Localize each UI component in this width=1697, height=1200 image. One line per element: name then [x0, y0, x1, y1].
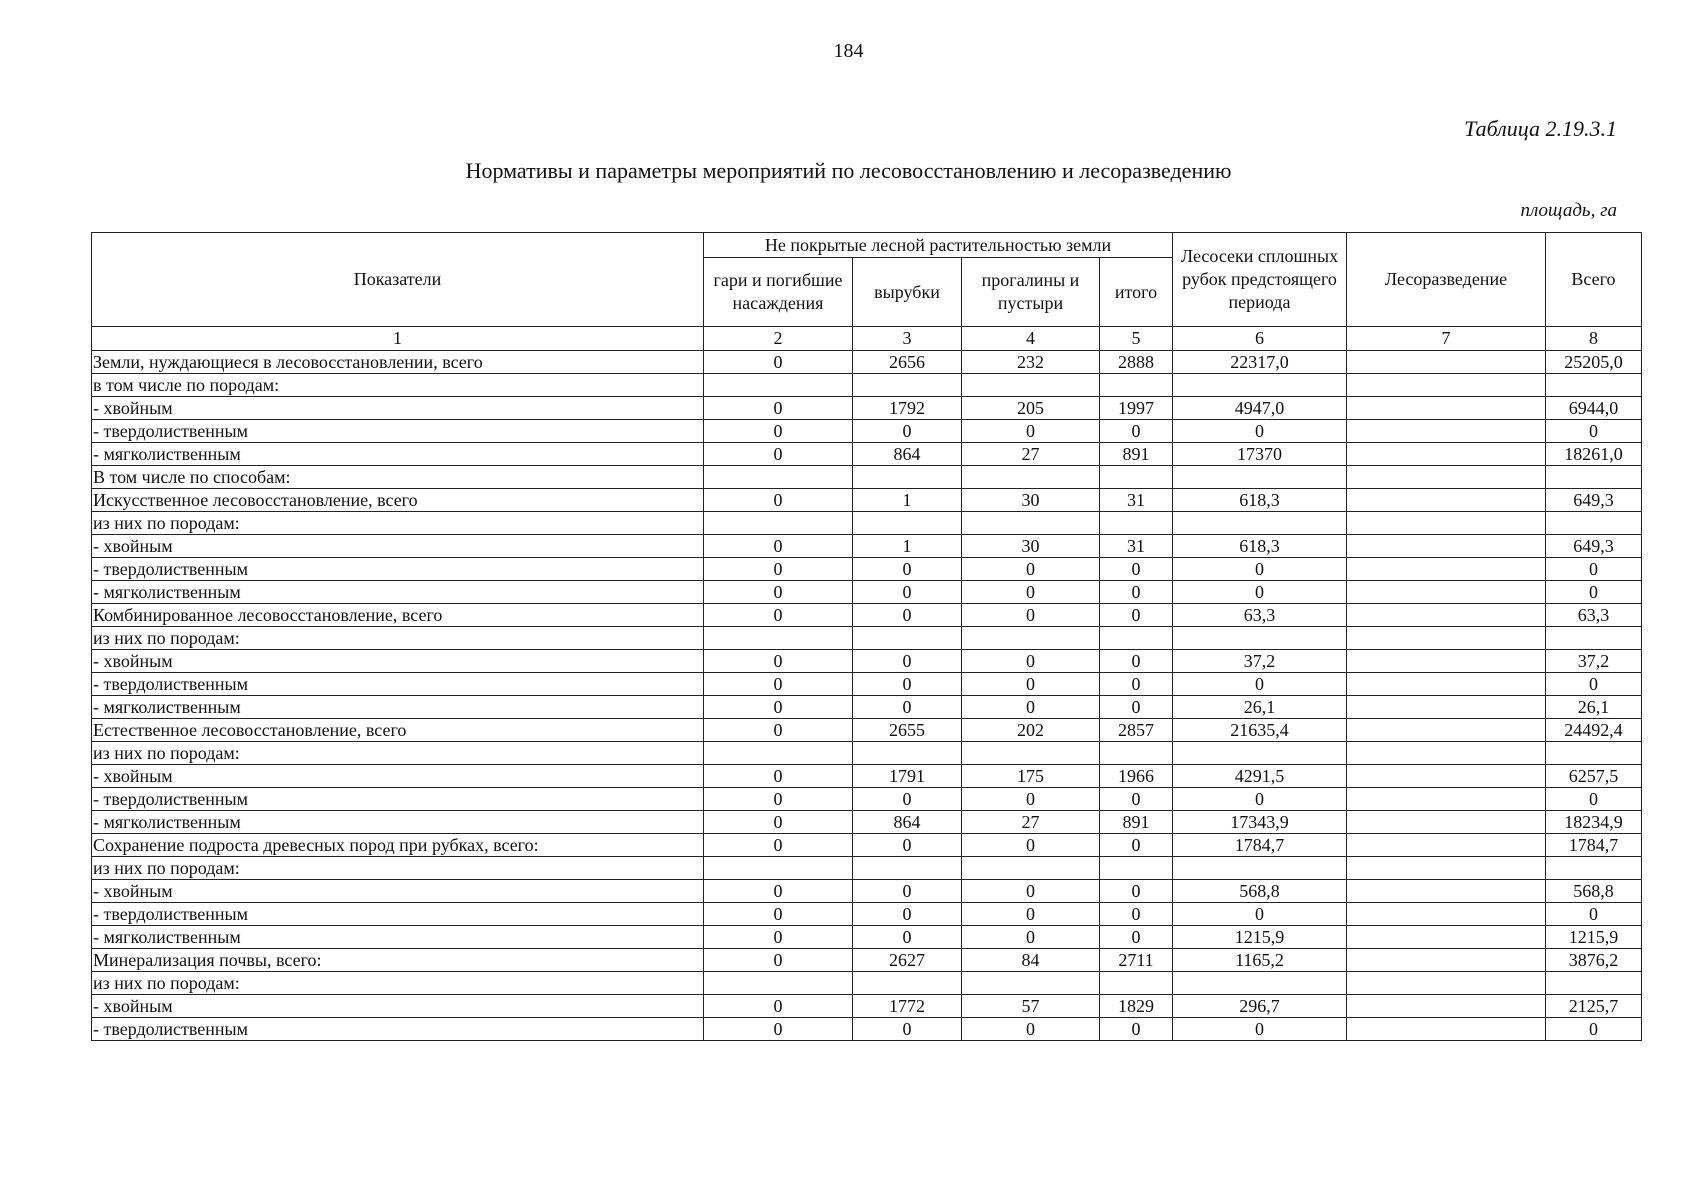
cell-value: [704, 857, 853, 880]
table-row: [92, 834, 1642, 857]
row-label: из них по породам:: [92, 742, 704, 765]
cell-value: 0: [1100, 788, 1173, 811]
header-grand-total: Всего: [1546, 233, 1642, 327]
cell-value: [1347, 995, 1546, 1018]
cell-value: 1: [853, 535, 962, 558]
cell-value: [1347, 397, 1546, 420]
row-label: из них по породам:: [92, 972, 704, 995]
cell-value: 0: [1100, 604, 1173, 627]
table-row: [92, 351, 1642, 374]
cell-value: 0: [704, 811, 853, 834]
cell-value: 0: [853, 650, 962, 673]
cell-value: [1173, 512, 1347, 535]
cell-value: 4291,5: [1173, 765, 1347, 788]
cell-value: [853, 972, 962, 995]
cell-value: [1100, 374, 1173, 397]
table-row: [92, 696, 1642, 719]
cell-value: 6257,5: [1546, 765, 1642, 788]
cell-value: 649,3: [1546, 489, 1642, 512]
column-number: 4: [962, 327, 1100, 351]
cell-value: [1100, 742, 1173, 765]
cell-value: [1347, 811, 1546, 834]
row-label: - твердолиственным: [92, 903, 704, 926]
row-label: - твердолиственным: [92, 420, 704, 443]
cell-value: [1100, 512, 1173, 535]
cell-value: [1347, 972, 1546, 995]
column-number: 7: [1347, 327, 1546, 351]
table-row: [92, 857, 1642, 880]
table-id: Таблица 2.19.3.1: [1464, 116, 1617, 141]
page-number: 184: [833, 40, 864, 62]
row-label: из них по породам:: [92, 512, 704, 535]
cell-value: [1347, 742, 1546, 765]
cell-value: 1784,7: [1546, 834, 1642, 857]
cell-value: 0: [962, 696, 1100, 719]
cell-value: 0: [853, 1018, 962, 1041]
cell-value: [1347, 351, 1546, 374]
row-label: - хвойным: [92, 995, 704, 1018]
cell-value: 0: [1100, 650, 1173, 673]
table-row: [92, 581, 1642, 604]
cell-value: 0: [853, 834, 962, 857]
cell-value: [1347, 834, 1546, 857]
cell-value: 649,3: [1546, 535, 1642, 558]
table-row: [92, 903, 1642, 926]
cell-value: [853, 627, 962, 650]
data-table: [91, 232, 1642, 1041]
cell-value: 891: [1100, 811, 1173, 834]
header-total-group: итого: [1100, 258, 1173, 327]
cell-value: 205: [962, 397, 1100, 420]
cell-value: [1347, 604, 1546, 627]
cell-value: 22317,0: [1173, 351, 1347, 374]
cell-value: 0: [704, 650, 853, 673]
cell-value: 568,8: [1173, 880, 1347, 903]
cell-value: 0: [704, 903, 853, 926]
cell-value: 0: [1173, 1018, 1347, 1041]
cell-value: 0: [962, 1018, 1100, 1041]
cell-value: [1173, 627, 1347, 650]
cell-value: 1792: [853, 397, 962, 420]
cell-value: 0: [853, 903, 962, 926]
row-label: - мягколиственным: [92, 926, 704, 949]
cell-value: 618,3: [1173, 535, 1347, 558]
cell-value: 0: [1546, 673, 1642, 696]
cell-value: [1173, 857, 1347, 880]
cell-value: 0: [1173, 788, 1347, 811]
cell-value: 0: [962, 926, 1100, 949]
cell-value: [1347, 857, 1546, 880]
table-title: Нормативы и параметры мероприятий по лесовосстановлению и лесоразведению: [465, 158, 1232, 183]
cell-value: 0: [962, 673, 1100, 696]
cell-value: 0: [962, 420, 1100, 443]
cell-value: 1829: [1100, 995, 1173, 1018]
cell-value: [1347, 489, 1546, 512]
cell-value: 0: [704, 765, 853, 788]
cell-value: 0: [1100, 880, 1173, 903]
cell-value: [1173, 466, 1347, 489]
column-number-row: [92, 327, 1642, 351]
cell-value: 2125,7: [1546, 995, 1642, 1018]
row-label: - хвойным: [92, 535, 704, 558]
cell-value: 0: [1546, 420, 1642, 443]
cell-value: 0: [1100, 834, 1173, 857]
cell-value: 0: [962, 581, 1100, 604]
table-row: [92, 489, 1642, 512]
cell-value: [962, 512, 1100, 535]
cell-value: 2888: [1100, 351, 1173, 374]
table-row: [92, 627, 1642, 650]
cell-value: [1347, 949, 1546, 972]
cell-value: 0: [1546, 581, 1642, 604]
table-row: [92, 466, 1642, 489]
cell-value: 0: [704, 604, 853, 627]
cell-value: 0: [853, 696, 962, 719]
cell-value: [1173, 374, 1347, 397]
table-row: [92, 742, 1642, 765]
cell-value: [1100, 466, 1173, 489]
header-afforestation: Лесоразведение: [1347, 233, 1546, 327]
cell-value: 1215,9: [1546, 926, 1642, 949]
row-label: В том числе по способам:: [92, 466, 704, 489]
cell-value: [1100, 972, 1173, 995]
cell-value: 0: [704, 719, 853, 742]
cell-value: 0: [1173, 581, 1347, 604]
cell-value: 1: [853, 489, 962, 512]
cell-value: 0: [704, 1018, 853, 1041]
table-body: [92, 351, 1642, 1041]
header-indicators: Показатели: [92, 233, 704, 327]
cell-value: 864: [853, 811, 962, 834]
cell-value: [1347, 765, 1546, 788]
cell-value: [1347, 466, 1546, 489]
row-label: - мягколиственным: [92, 581, 704, 604]
cell-value: 0: [1546, 1018, 1642, 1041]
cell-value: [1546, 972, 1642, 995]
cell-value: [962, 742, 1100, 765]
cell-value: 0: [853, 673, 962, 696]
row-label: Сохранение подроста древесных пород при рубках, всего:: [92, 834, 704, 857]
cell-value: 0: [1100, 696, 1173, 719]
cell-value: 21635,4: [1173, 719, 1347, 742]
row-label: - мягколиственным: [92, 443, 704, 466]
cell-value: 0: [704, 949, 853, 972]
header-cuttings: вырубки: [853, 258, 962, 327]
cell-value: [704, 466, 853, 489]
table-row: [92, 926, 1642, 949]
cell-value: 18261,0: [1546, 443, 1642, 466]
cell-value: 17343,9: [1173, 811, 1347, 834]
cell-value: [1100, 857, 1173, 880]
cell-value: [704, 512, 853, 535]
header-burned: гари и погибшие насаждения: [704, 258, 853, 327]
cell-value: [1546, 627, 1642, 650]
cell-value: 30: [962, 535, 1100, 558]
cell-value: [1546, 857, 1642, 880]
row-label: в том числе по породам:: [92, 374, 704, 397]
cell-value: 4947,0: [1173, 397, 1347, 420]
cell-value: 0: [704, 420, 853, 443]
table-row: [92, 443, 1642, 466]
cell-value: 0: [704, 880, 853, 903]
cell-value: 25205,0: [1546, 351, 1642, 374]
cell-value: [1347, 512, 1546, 535]
cell-value: 30: [962, 489, 1100, 512]
table-row: [92, 880, 1642, 903]
cell-value: 0: [1100, 581, 1173, 604]
row-label: - твердолиственным: [92, 673, 704, 696]
cell-value: 864: [853, 443, 962, 466]
header-clearcut: Лесосеки сплошных рубок предстоящего периода: [1173, 233, 1347, 327]
column-number: 2: [704, 327, 853, 351]
cell-value: 1791: [853, 765, 962, 788]
cell-value: [1347, 719, 1546, 742]
cell-value: 232: [962, 351, 1100, 374]
cell-value: 0: [1100, 1018, 1173, 1041]
row-label: - твердолиственным: [92, 788, 704, 811]
cell-value: 18234,9: [1546, 811, 1642, 834]
cell-value: 0: [1546, 788, 1642, 811]
cell-value: 296,7: [1173, 995, 1347, 1018]
cell-value: [853, 466, 962, 489]
cell-value: [1173, 972, 1347, 995]
cell-value: 1997: [1100, 397, 1173, 420]
cell-value: [1347, 374, 1546, 397]
cell-value: 26,1: [1546, 696, 1642, 719]
cell-value: [1347, 650, 1546, 673]
cell-value: 2711: [1100, 949, 1173, 972]
cell-value: 0: [853, 604, 962, 627]
cell-value: 0: [704, 489, 853, 512]
row-label: Земли, нуждающиеся в лесовосстановлении, всего: [92, 351, 704, 374]
cell-value: [704, 374, 853, 397]
cell-value: 0: [1173, 558, 1347, 581]
row-label: - хвойным: [92, 880, 704, 903]
cell-value: [704, 972, 853, 995]
row-label: - хвойным: [92, 650, 704, 673]
cell-value: 26,1: [1173, 696, 1347, 719]
cell-value: [704, 627, 853, 650]
cell-value: 1966: [1100, 765, 1173, 788]
cell-value: [1347, 926, 1546, 949]
table-row: [92, 397, 1642, 420]
column-number: 8: [1546, 327, 1642, 351]
cell-value: 31: [1100, 535, 1173, 558]
cell-value: 0: [853, 926, 962, 949]
cell-value: 0: [1100, 673, 1173, 696]
cell-value: [1347, 535, 1546, 558]
cell-value: 63,3: [1546, 604, 1642, 627]
cell-value: 0: [704, 834, 853, 857]
cell-value: 0: [1173, 673, 1347, 696]
cell-value: [1546, 742, 1642, 765]
cell-value: [1347, 443, 1546, 466]
cell-value: [1546, 374, 1642, 397]
row-label: Комбинированное лесовосстановление, всего: [92, 604, 704, 627]
cell-value: [853, 512, 962, 535]
row-label: Естественное лесовосстановление, всего: [92, 719, 704, 742]
cell-value: [853, 374, 962, 397]
cell-value: 0: [704, 397, 853, 420]
table-row: [92, 650, 1642, 673]
cell-value: 0: [962, 903, 1100, 926]
cell-value: [1546, 466, 1642, 489]
cell-value: 0: [962, 558, 1100, 581]
cell-value: 27: [962, 443, 1100, 466]
cell-value: 618,3: [1173, 489, 1347, 512]
cell-value: 63,3: [1173, 604, 1347, 627]
cell-value: [962, 972, 1100, 995]
cell-value: 0: [704, 558, 853, 581]
table-row: [92, 1018, 1642, 1041]
cell-value: 1784,7: [1173, 834, 1347, 857]
cell-value: 0: [704, 995, 853, 1018]
cell-value: 0: [853, 581, 962, 604]
cell-value: [853, 857, 962, 880]
cell-value: [1347, 581, 1546, 604]
cell-value: [1347, 880, 1546, 903]
cell-value: [1347, 558, 1546, 581]
cell-value: 175: [962, 765, 1100, 788]
cell-value: 0: [704, 788, 853, 811]
cell-value: 1772: [853, 995, 962, 1018]
cell-value: 0: [962, 880, 1100, 903]
table-row: [92, 995, 1642, 1018]
cell-value: 24492,4: [1546, 719, 1642, 742]
cell-value: 0: [853, 788, 962, 811]
table-row: [92, 673, 1642, 696]
header-group-not-covered: Не покрытые лесной растительностью земли: [704, 233, 1173, 258]
cell-value: [853, 742, 962, 765]
cell-value: 37,2: [1546, 650, 1642, 673]
cell-value: 0: [1546, 903, 1642, 926]
cell-value: 0: [962, 650, 1100, 673]
row-label: - хвойным: [92, 397, 704, 420]
table-row: [92, 788, 1642, 811]
cell-value: 0: [704, 673, 853, 696]
row-label: из них по породам:: [92, 857, 704, 880]
cell-value: 0: [853, 558, 962, 581]
cell-value: 0: [853, 880, 962, 903]
cell-value: 0: [704, 351, 853, 374]
cell-value: 0: [1173, 420, 1347, 443]
cell-value: 0: [962, 788, 1100, 811]
cell-value: 0: [704, 581, 853, 604]
cell-value: [1100, 627, 1173, 650]
row-label: - хвойным: [92, 765, 704, 788]
table-row: [92, 420, 1642, 443]
table-row: [92, 972, 1642, 995]
cell-value: 6944,0: [1546, 397, 1642, 420]
cell-value: [962, 374, 1100, 397]
table-row: [92, 535, 1642, 558]
cell-value: 0: [704, 926, 853, 949]
column-number: 5: [1100, 327, 1173, 351]
cell-value: 0: [853, 420, 962, 443]
cell-value: 0: [704, 443, 853, 466]
cell-value: [962, 627, 1100, 650]
cell-value: 0: [1173, 903, 1347, 926]
cell-value: 0: [962, 834, 1100, 857]
row-label: Минерализация почвы, всего:: [92, 949, 704, 972]
cell-value: 1215,9: [1173, 926, 1347, 949]
cell-value: 2655: [853, 719, 962, 742]
cell-value: 0: [1100, 903, 1173, 926]
table-row: [92, 558, 1642, 581]
cell-value: [962, 466, 1100, 489]
cell-value: [1347, 903, 1546, 926]
table-row: [92, 512, 1642, 535]
table-row: [92, 374, 1642, 397]
cell-value: [1546, 512, 1642, 535]
cell-value: 31: [1100, 489, 1173, 512]
cell-value: 2656: [853, 351, 962, 374]
cell-value: [1347, 673, 1546, 696]
cell-value: 37,2: [1173, 650, 1347, 673]
column-number: 6: [1173, 327, 1347, 351]
cell-value: [1347, 788, 1546, 811]
column-number: 1: [92, 327, 704, 351]
cell-value: 1165,2: [1173, 949, 1347, 972]
table-row: [92, 719, 1642, 742]
cell-value: 202: [962, 719, 1100, 742]
table-row: [92, 604, 1642, 627]
cell-value: 2627: [853, 949, 962, 972]
table-row: [92, 949, 1642, 972]
table-row: [92, 765, 1642, 788]
cell-value: [704, 742, 853, 765]
cell-value: 2857: [1100, 719, 1173, 742]
table-row: [92, 811, 1642, 834]
cell-value: 0: [1100, 926, 1173, 949]
cell-value: 0: [962, 604, 1100, 627]
row-label: - твердолиственным: [92, 1018, 704, 1041]
row-label: - мягколиственным: [92, 696, 704, 719]
cell-value: 27: [962, 811, 1100, 834]
header-glades: прогалины и пустыри: [962, 258, 1100, 327]
cell-value: [1347, 696, 1546, 719]
cell-value: 3876,2: [1546, 949, 1642, 972]
row-label: - твердолиственным: [92, 558, 704, 581]
cell-value: [1347, 1018, 1546, 1041]
cell-value: 84: [962, 949, 1100, 972]
cell-value: 57: [962, 995, 1100, 1018]
cell-value: [1347, 420, 1546, 443]
cell-value: 891: [1100, 443, 1173, 466]
cell-value: 0: [1100, 558, 1173, 581]
cell-value: [962, 857, 1100, 880]
column-number: 3: [853, 327, 962, 351]
units-label: площадь, га: [1520, 200, 1617, 221]
cell-value: 0: [704, 696, 853, 719]
cell-value: 568,8: [1546, 880, 1642, 903]
cell-value: [1173, 742, 1347, 765]
cell-value: [1347, 627, 1546, 650]
row-label: - мягколиственным: [92, 811, 704, 834]
cell-value: 17370: [1173, 443, 1347, 466]
row-label: Искусственное лесовосстановление, всего: [92, 489, 704, 512]
cell-value: 0: [1100, 420, 1173, 443]
cell-value: 0: [704, 535, 853, 558]
cell-value: 0: [1546, 558, 1642, 581]
row-label: из них по породам:: [92, 627, 704, 650]
